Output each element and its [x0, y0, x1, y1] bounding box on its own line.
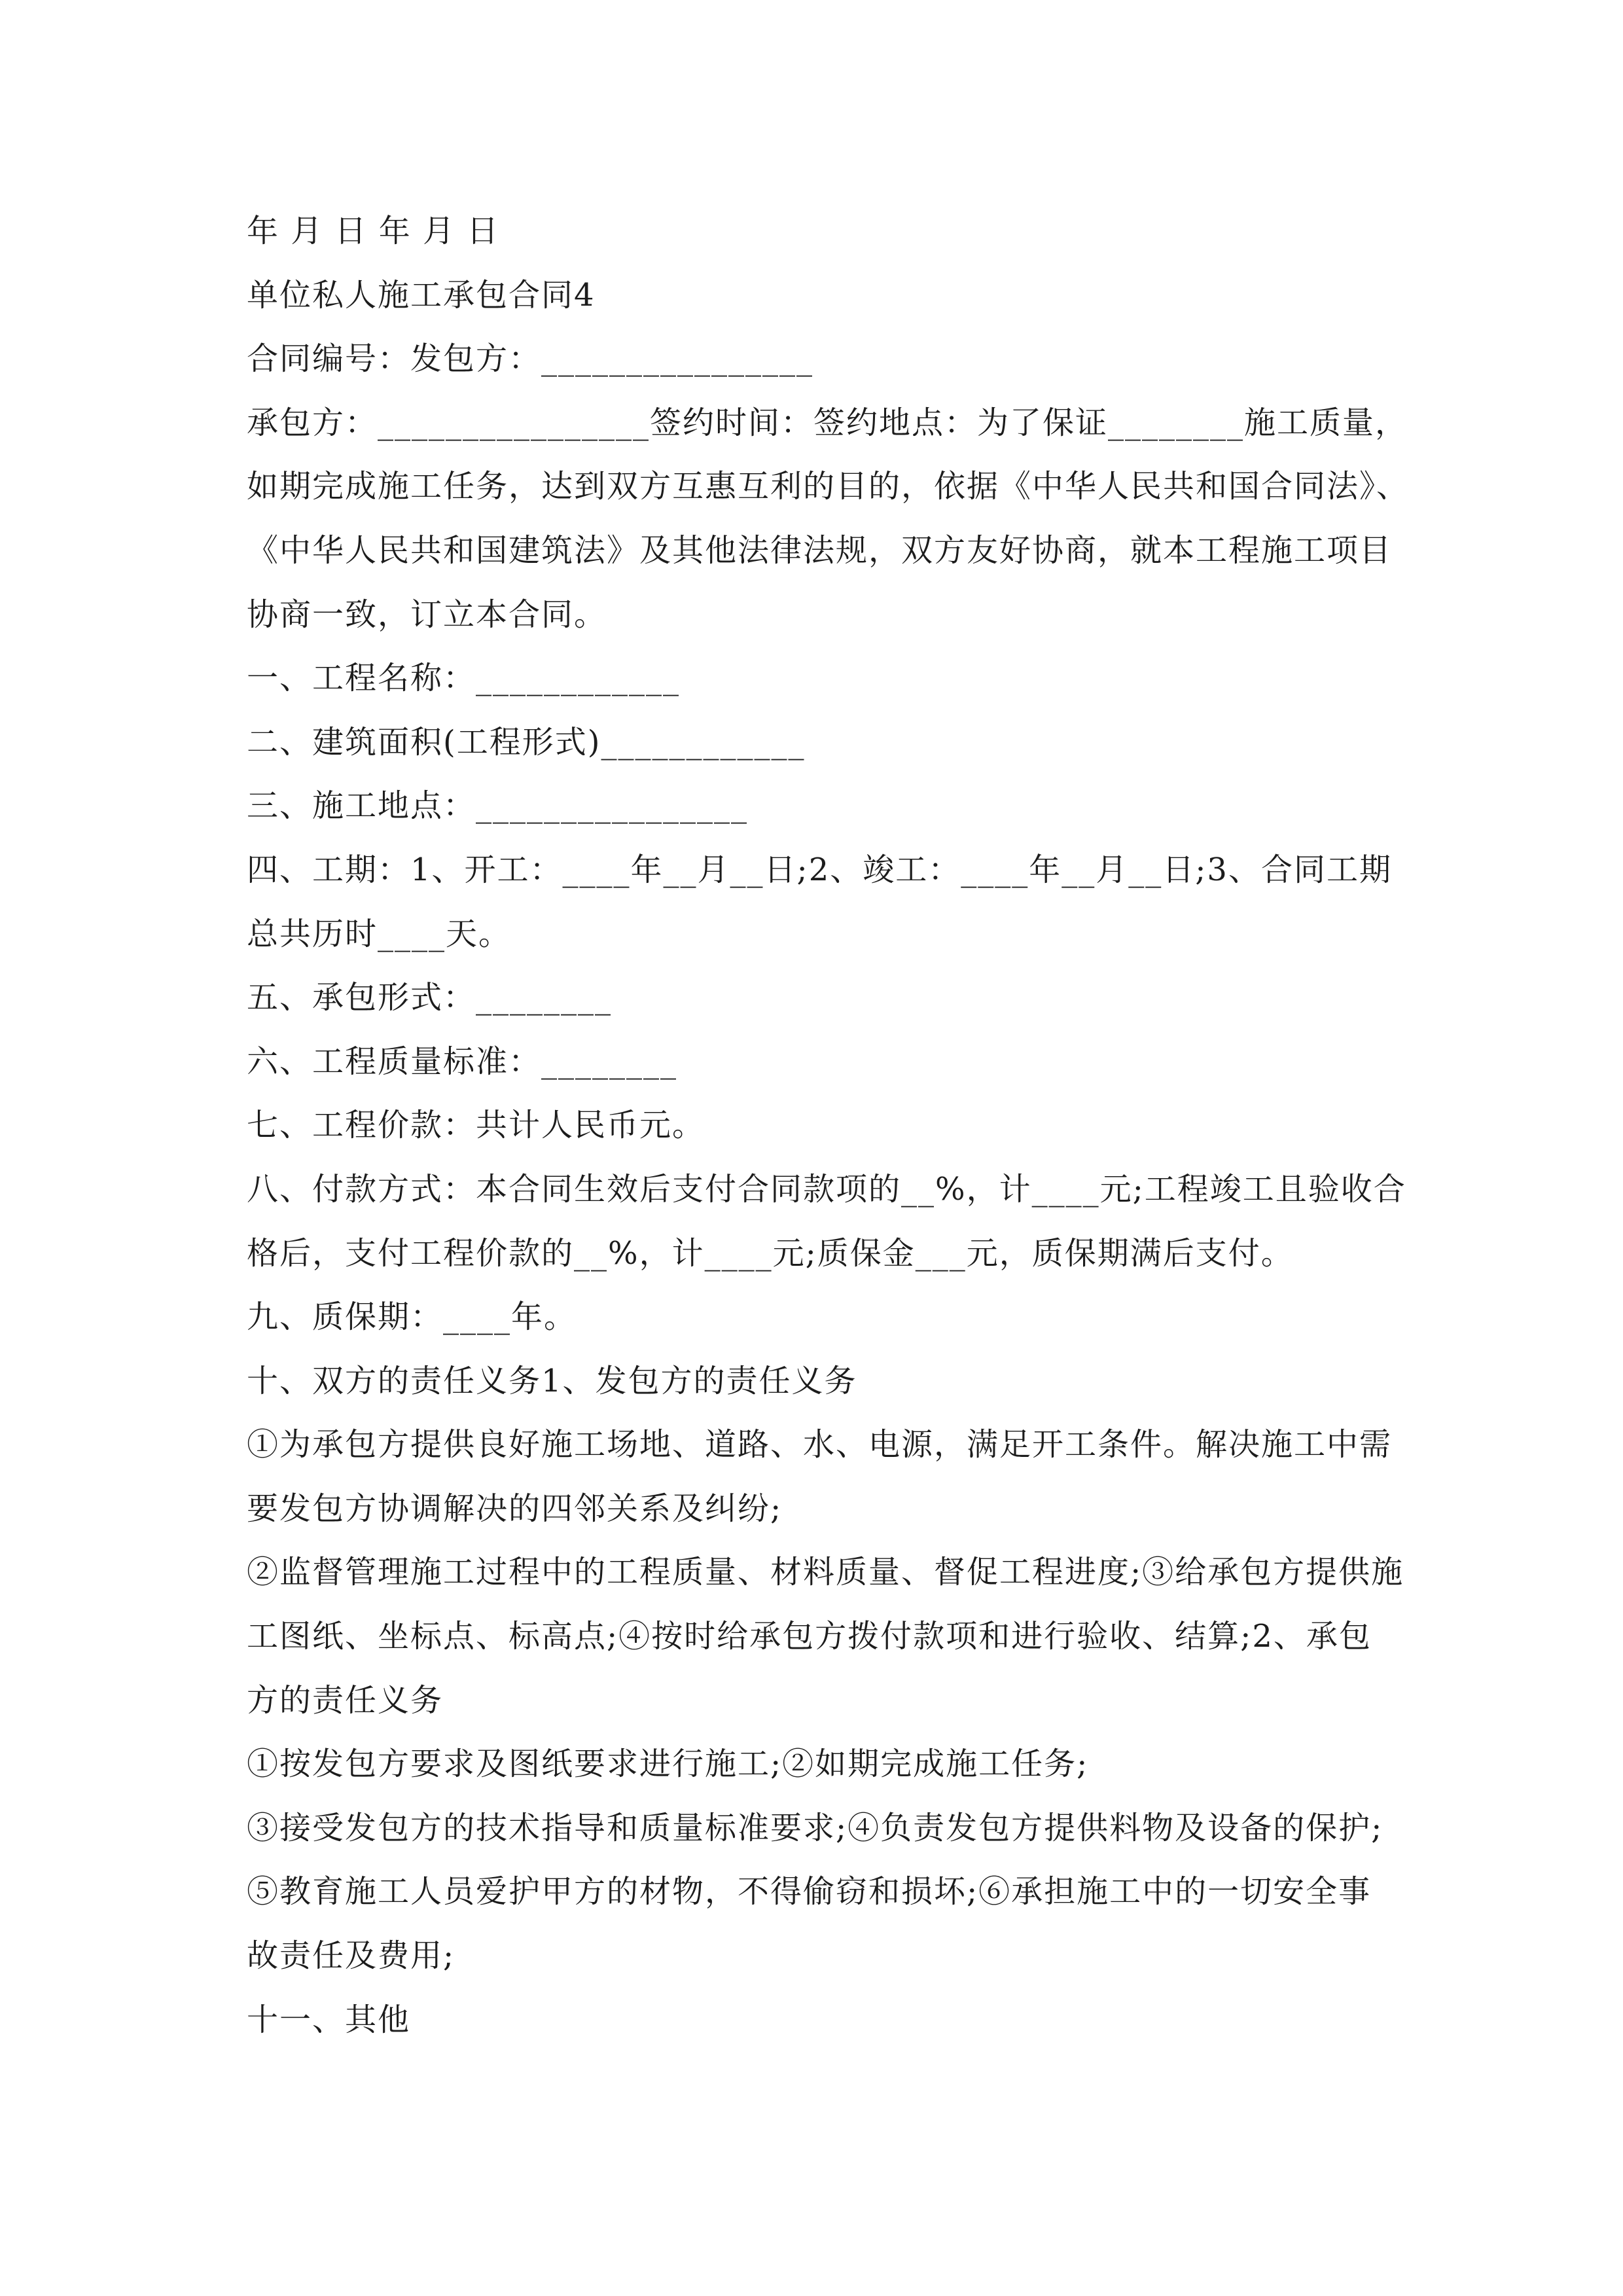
body-line: 故责任及费用;	[247, 1937, 455, 1975]
clause-price: 七、工程价款：共计人民币元。	[247, 1107, 705, 1144]
clause-site-location: 三、施工地点：________________	[247, 787, 749, 825]
clause-project-name: 一、工程名称：____________	[247, 660, 681, 697]
contract-number-line: 合同编号：发包方：________________	[247, 340, 814, 378]
clause-building-area: 二、建筑面积(工程形式)____________	[247, 723, 806, 761]
body-line: 承包方：________________签约时间：签约地点：为了保证________施工质量，	[247, 404, 1408, 441]
clause-schedule: 四、工期：1、开工：____年__月__日;2、竣工：____年__月__日;3、合同工期	[247, 851, 1392, 888]
clause-contract-form: 五、承包形式：________	[247, 979, 613, 1016]
body-line: ②监督管理施工过程中的工程质量、材料质量、督促工程进度;③给承包方提供施	[247, 1554, 1404, 1591]
document-body	[247, 200, 1410, 2052]
body-line: ①为承包方提供良好施工场地、道路、水、电源，满足开工条件。解决施工中需	[247, 1426, 1393, 1463]
body-line: 《中华人民共和国建筑法》及其他法律法规，双方友好协商，就本工程施工项目	[247, 531, 1393, 569]
body-line: 总共历时____天。	[247, 915, 512, 952]
body-line: 如期完成施工任务，达到双方互惠互利的目的，依据《中华人民共和国合同法》、	[247, 468, 1410, 505]
body-line: ⑤教育施工人员爱护甲方的材物，不得偷窃和损坏;⑥承担施工中的一切安全事	[247, 1873, 1372, 1910]
body-line: 要发包方协调解决的四邻关系及纠纷;	[247, 1490, 783, 1527]
body-line: 方的责任义务	[247, 1681, 444, 1719]
body-line: 协商一致，订立本合同。	[247, 596, 607, 633]
date-line: 年 月 日 年 月 日	[247, 213, 500, 249]
clause-payment: 八、付款方式：本合同生效后支付合同款项的__%，计____元;工程竣工且验收合	[247, 1170, 1406, 1208]
body-line: ①按发包方要求及图纸要求进行施工;②如期完成施工任务;	[247, 1746, 1089, 1783]
body-line: 格后，支付工程价款的__%，计____元;质保金___元，质保期满后支付。	[247, 1234, 1294, 1272]
clause-responsibilities: 十、双方的责任义务1、发包方的责任义务	[247, 1362, 857, 1399]
clause-quality-standard: 六、工程质量标准：________	[247, 1043, 678, 1080]
contract-title: 单位私人施工承包合同4	[247, 276, 596, 314]
clause-other: 十一、其他	[247, 2001, 411, 2038]
body-line: ③接受发包方的技术指导和质量标准要求;④负责发包方提供料物及设备的保护;	[247, 1809, 1383, 1846]
clause-warranty: 九、质保期：____年。	[247, 1299, 577, 1336]
body-line: 工图纸、坐标点、标高点;④按时给承包方拨付款项和进行验收、结算;2、承包	[247, 1618, 1372, 1655]
